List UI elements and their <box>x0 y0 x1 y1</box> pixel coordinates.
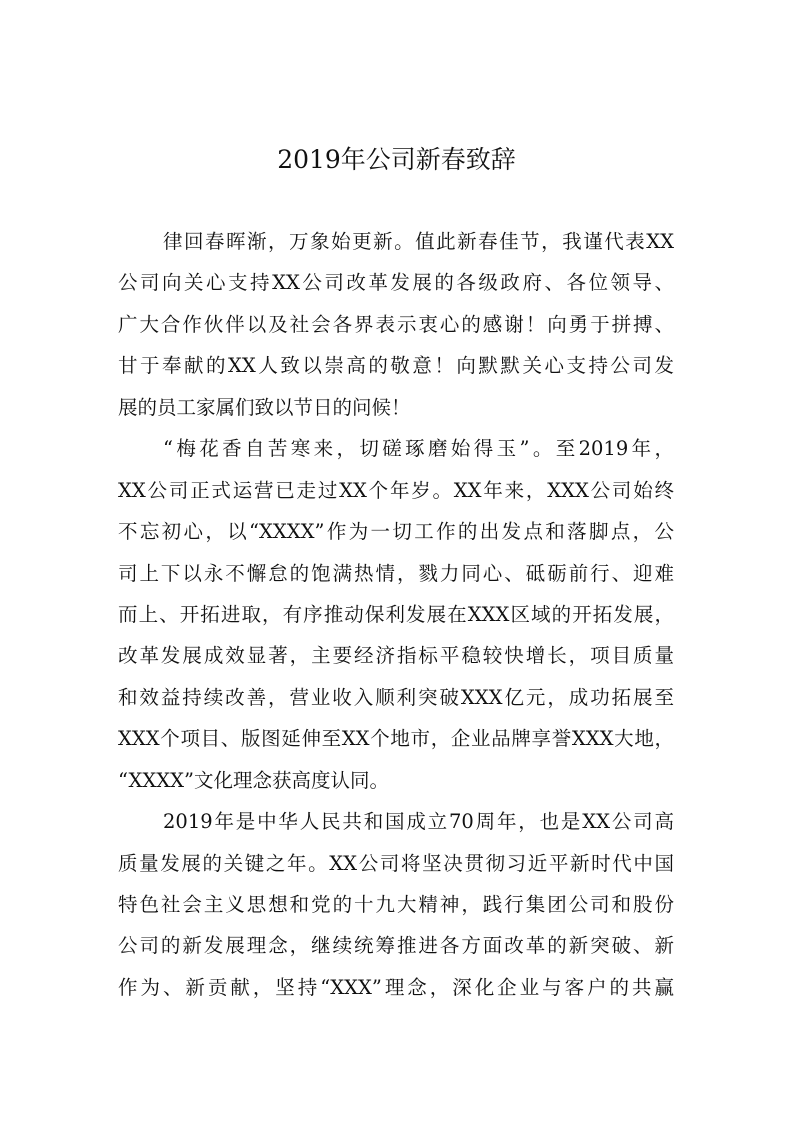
paragraph-line: 律回春晖渐，万象始更新。值此新春佳节，我谨代表XX <box>163 230 674 253</box>
paragraph-line: 2019年是中华人民共和国成立70周年，也是XX公司高 <box>163 810 674 834</box>
document-body <box>118 221 674 1008</box>
paragraph-line: 和效益持续改善，营业收入顺利突破XXX亿元，成功拓展至 <box>118 685 674 709</box>
paragraph-line: 广大合作伙伴以及社会各界表示衷心的感谢！向勇于拼搏、 <box>118 312 674 336</box>
paragraph-line: 作为、新贡献，坚持“XXX”理念，深化企业与客户的共赢 <box>118 975 674 999</box>
paragraph-line: 不忘初心，以“XXXX”作为一切工作的出发点和落脚点，公 <box>118 520 674 544</box>
paragraph-line: “梅花香自苦寒来，切磋琢磨始得玉”。至2019年， <box>163 437 674 461</box>
paragraph-line: “XXXX”文化理念获高度认同。 <box>118 768 390 792</box>
paragraph-line: 公司向关心支持XX公司改革发展的各级政府、各位领导、 <box>118 271 674 295</box>
paragraph <box>118 428 674 801</box>
paragraph-line: 甘于奉献的XX人致以崇高的敬意！向默默关心支持公司发 <box>118 354 674 378</box>
paragraph-line: 展的员工家属们致以节日的问候！ <box>118 395 411 419</box>
paragraph-line: 而上、开拓进取，有序推动保利发展在XXX区域的开拓发展， <box>118 602 674 626</box>
paragraph-line: 质量发展的关键之年。XX公司将坚决贯彻习近平新时代中国 <box>118 851 674 875</box>
paragraph <box>118 221 674 428</box>
paragraph-line: 司上下以永不懈怠的饱满热情，戮力同心、砥砺前行、迎难 <box>118 561 674 585</box>
paragraph-line: XX公司正式运营已走过XX个年岁。XX年来，XXX公司始终 <box>118 478 674 502</box>
paragraph <box>118 801 674 1008</box>
paragraph-line: 公司的新发展理念，继续统筹推进各方面改革的新突破、新 <box>118 934 674 958</box>
paragraph-line: 改革发展成效显著，主要经济指标平稳较快增长，项目质量 <box>118 644 674 668</box>
paragraph-line: XXX个项目、版图延伸至XX个地市，企业品牌享誉XXX大地， <box>118 727 674 751</box>
paragraph-line: 特色社会主义思想和党的十九大精神，践行集团公司和股份 <box>118 893 674 916</box>
document-title: 2019年公司新春致辞 <box>277 145 516 174</box>
